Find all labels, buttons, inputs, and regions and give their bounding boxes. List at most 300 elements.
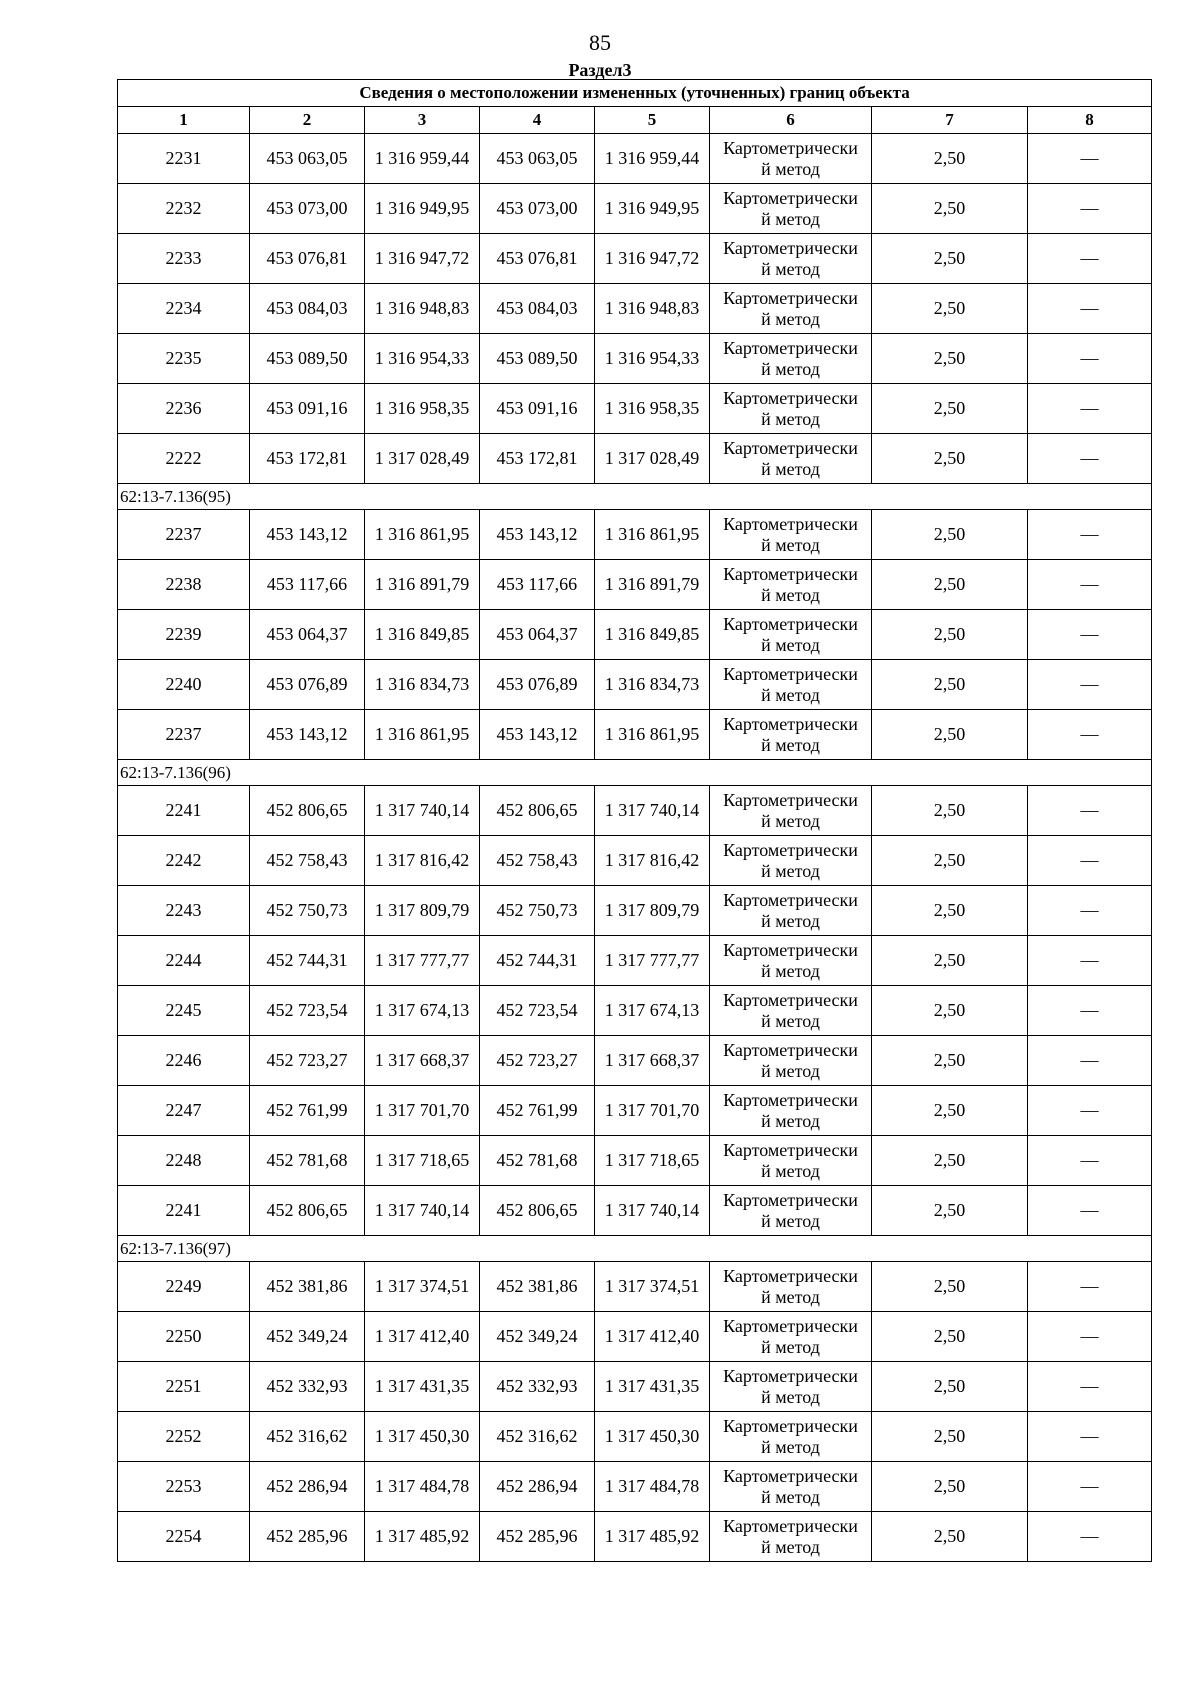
table-row [118,660,1152,710]
accuracy-cell: 2,50 [872,660,1028,710]
y-old-cell: 1 317 718,65 [365,1136,480,1186]
y-new-cell: 1 317 816,42 [595,836,710,886]
parcel-group-row [118,1236,1152,1262]
description-cell: — [1028,1362,1152,1412]
point-number-cell: 2252 [118,1412,250,1462]
column-number: 8 [1028,107,1152,134]
accuracy-cell: 2,50 [872,610,1028,660]
y-old-cell: 1 316 947,72 [365,234,480,284]
table-body [118,134,1152,1562]
point-number-cell: 2222 [118,434,250,484]
description-cell: — [1028,1086,1152,1136]
x-old-cell: 453 143,12 [250,710,365,760]
table-row [118,134,1152,184]
accuracy-cell: 2,50 [872,886,1028,936]
y-old-cell: 1 316 958,35 [365,384,480,434]
y-old-cell: 1 316 948,83 [365,284,480,334]
method-text-line: Картометрически [723,613,858,634]
point-number-cell: 2254 [118,1512,250,1562]
method-text-line: Картометрически [723,1515,858,1536]
table-row [118,1086,1152,1136]
table-row [118,384,1152,434]
y-old-cell: 1 316 959,44 [365,134,480,184]
description-cell: — [1028,936,1152,986]
x-new-cell: 452 381,86 [480,1262,595,1312]
y-new-cell: 1 317 718,65 [595,1136,710,1186]
description-cell: — [1028,434,1152,484]
description-cell: — [1028,560,1152,610]
column-number: 2 [250,107,365,134]
point-number-cell: 2242 [118,836,250,886]
y-new-cell: 1 316 849,85 [595,610,710,660]
description-cell: — [1028,1312,1152,1362]
y-old-cell: 1 316 954,33 [365,334,480,384]
y-new-cell: 1 316 947,72 [595,234,710,284]
y-new-cell: 1 316 958,35 [595,384,710,434]
method-cell [710,234,872,284]
x-new-cell: 452 723,27 [480,1036,595,1086]
y-old-cell: 1 317 777,77 [365,936,480,986]
x-old-cell: 452 758,43 [250,836,365,886]
y-old-cell: 1 317 701,70 [365,1086,480,1136]
x-old-cell: 452 332,93 [250,1362,365,1412]
table-row [118,284,1152,334]
method-cell [710,510,872,560]
point-number-cell: 2231 [118,134,250,184]
x-new-cell: 453 064,37 [480,610,595,660]
method-text-line: й метод [761,158,820,179]
y-new-cell: 1 317 028,49 [595,434,710,484]
description-cell: — [1028,660,1152,710]
method-cell [710,936,872,986]
method-text-line: Картометрически [723,1465,858,1486]
description-cell: — [1028,184,1152,234]
x-old-cell: 452 744,31 [250,936,365,986]
x-new-cell: 453 076,81 [480,234,595,284]
point-number-cell: 2232 [118,184,250,234]
accuracy-cell: 2,50 [872,1362,1028,1412]
method-text-line: й метод [761,860,820,881]
x-new-cell: 453 084,03 [480,284,595,334]
point-number-cell: 2244 [118,936,250,986]
method-cell [710,434,872,484]
description-cell: — [1028,886,1152,936]
x-old-cell: 453 172,81 [250,434,365,484]
accuracy-cell: 2,50 [872,836,1028,886]
x-old-cell: 453 089,50 [250,334,365,384]
method-text-line: Картометрически [723,1039,858,1060]
method-text-line: Картометрически [723,1365,858,1386]
description-cell: — [1028,610,1152,660]
table-row [118,1512,1152,1562]
x-new-cell: 452 316,62 [480,1412,595,1462]
point-number-cell: 2239 [118,610,250,660]
method-cell [710,284,872,334]
table-row [118,1136,1152,1186]
x-new-cell: 452 332,93 [480,1362,595,1412]
method-text-line: й метод [761,1286,820,1307]
description-cell: — [1028,1462,1152,1512]
y-new-cell: 1 317 412,40 [595,1312,710,1362]
point-number-cell: 2241 [118,786,250,836]
point-number-cell: 2245 [118,986,250,1036]
table-row [118,334,1152,384]
point-number-cell: 2251 [118,1362,250,1412]
method-text-line: Картометрически [723,1089,858,1110]
accuracy-cell: 2,50 [872,434,1028,484]
method-cell [710,134,872,184]
x-old-cell: 452 316,62 [250,1412,365,1462]
table-row [118,936,1152,986]
method-cell [710,184,872,234]
accuracy-cell: 2,50 [872,184,1028,234]
accuracy-cell: 2,50 [872,234,1028,284]
x-new-cell: 452 349,24 [480,1312,595,1362]
method-text-line: Картометрически [723,513,858,534]
x-old-cell: 453 063,05 [250,134,365,184]
method-text-line: й метод [761,534,820,555]
method-text-line: й метод [761,1060,820,1081]
x-new-cell: 452 286,94 [480,1462,595,1512]
table-row [118,710,1152,760]
point-number-cell: 2246 [118,1036,250,1086]
y-new-cell: 1 317 485,92 [595,1512,710,1562]
method-text-line: й метод [761,1336,820,1357]
method-cell [710,1036,872,1086]
x-old-cell: 452 806,65 [250,786,365,836]
x-new-cell: 452 806,65 [480,786,595,836]
x-new-cell: 453 143,12 [480,710,595,760]
x-old-cell: 453 076,81 [250,234,365,284]
x-new-cell: 452 285,96 [480,1512,595,1562]
x-new-cell: 453 073,00 [480,184,595,234]
y-new-cell: 1 317 701,70 [595,1086,710,1136]
y-old-cell: 1 317 450,30 [365,1412,480,1462]
accuracy-cell: 2,50 [872,1512,1028,1562]
x-new-cell: 452 758,43 [480,836,595,886]
accuracy-cell: 2,50 [872,1136,1028,1186]
y-old-cell: 1 316 861,95 [365,510,480,560]
point-number-cell: 2241 [118,1186,250,1236]
accuracy-cell: 2,50 [872,1036,1028,1086]
point-number-cell: 2250 [118,1312,250,1362]
method-text-line: Картометрически [723,237,858,258]
table-row [118,836,1152,886]
table-row [118,184,1152,234]
method-cell [710,610,872,660]
x-old-cell: 453 091,16 [250,384,365,434]
method-text-line: й метод [761,584,820,605]
method-cell [710,1136,872,1186]
x-new-cell: 452 806,65 [480,1186,595,1236]
x-old-cell: 453 076,89 [250,660,365,710]
point-number-cell: 2238 [118,560,250,610]
x-new-cell: 452 781,68 [480,1136,595,1186]
method-cell [710,384,872,434]
accuracy-cell: 2,50 [872,284,1028,334]
method-cell [710,660,872,710]
method-text-line: Картометрически [723,663,858,684]
method-text-line: Картометрически [723,387,858,408]
table-row [118,1362,1152,1412]
y-new-cell: 1 317 809,79 [595,886,710,936]
y-old-cell: 1 317 028,49 [365,434,480,484]
point-number-cell: 2243 [118,886,250,936]
method-text-line: Картометрически [723,437,858,458]
description-cell: — [1028,1036,1152,1086]
method-text-line: й метод [761,734,820,755]
section-title: Раздел3 [568,60,632,80]
description-cell: — [1028,1136,1152,1186]
y-new-cell: 1 317 674,13 [595,986,710,1036]
x-old-cell: 452 285,96 [250,1512,365,1562]
accuracy-cell: 2,50 [872,510,1028,560]
description-cell: — [1028,134,1152,184]
y-old-cell: 1 316 849,85 [365,610,480,660]
y-new-cell: 1 317 484,78 [595,1462,710,1512]
x-old-cell: 452 761,99 [250,1086,365,1136]
table-row [118,510,1152,560]
accuracy-cell: 2,50 [872,560,1028,610]
y-old-cell: 1 316 949,95 [365,184,480,234]
accuracy-cell: 2,50 [872,1312,1028,1362]
method-text-line: й метод [761,634,820,655]
method-text-line: Картометрически [723,1415,858,1436]
x-new-cell: 453 091,16 [480,384,595,434]
point-number-cell: 2237 [118,510,250,560]
table-row [118,234,1152,284]
method-text-line: Картометрически [723,1315,858,1336]
description-cell: — [1028,284,1152,334]
table-row [118,1412,1152,1462]
method-text-line: й метод [761,308,820,329]
parcel-group-row [118,484,1152,510]
x-new-cell: 452 761,99 [480,1086,595,1136]
table-row [118,1462,1152,1512]
description-cell: — [1028,836,1152,886]
y-new-cell: 1 317 374,51 [595,1262,710,1312]
accuracy-cell: 2,50 [872,936,1028,986]
y-old-cell: 1 316 891,79 [365,560,480,610]
description-cell: — [1028,1412,1152,1462]
table-row [118,886,1152,936]
y-old-cell: 1 316 861,95 [365,710,480,760]
table-caption: Сведения о местоположении измененных (уточненных) границ объекта [118,80,1152,107]
description-cell: — [1028,710,1152,760]
method-cell [710,1412,872,1462]
y-new-cell: 1 316 861,95 [595,710,710,760]
method-text-line: Картометрически [723,187,858,208]
y-new-cell: 1 317 431,35 [595,1362,710,1412]
x-old-cell: 452 806,65 [250,1186,365,1236]
description-cell: — [1028,986,1152,1036]
method-text-line: й метод [761,1160,820,1181]
method-cell [710,1362,872,1412]
accuracy-cell: 2,50 [872,384,1028,434]
y-old-cell: 1 317 484,78 [365,1462,480,1512]
method-text-line: й метод [761,810,820,831]
point-number-cell: 2235 [118,334,250,384]
accuracy-cell: 2,50 [872,986,1028,1036]
parcel-group-row [118,760,1152,786]
method-text-line: Картометрически [723,889,858,910]
y-new-cell: 1 316 954,33 [595,334,710,384]
x-old-cell: 452 349,24 [250,1312,365,1362]
y-old-cell: 1 317 740,14 [365,786,480,836]
accuracy-cell: 2,50 [872,1412,1028,1462]
description-cell: — [1028,1512,1152,1562]
y-new-cell: 1 317 777,77 [595,936,710,986]
x-old-cell: 452 781,68 [250,1136,365,1186]
method-cell [710,986,872,1036]
y-old-cell: 1 317 809,79 [365,886,480,936]
method-text-line: Картометрически [723,137,858,158]
table-row [118,986,1152,1036]
method-text-line: й метод [761,358,820,379]
method-text-line: й метод [761,208,820,229]
y-new-cell: 1 316 861,95 [595,510,710,560]
accuracy-cell: 2,50 [872,710,1028,760]
point-number-cell: 2249 [118,1262,250,1312]
y-new-cell: 1 316 891,79 [595,560,710,610]
x-new-cell: 453 143,12 [480,510,595,560]
method-text-line: й метод [761,684,820,705]
page-number: 85 [589,30,611,55]
method-cell [710,1462,872,1512]
column-number: 1 [118,107,250,134]
table-row [118,434,1152,484]
description-cell: — [1028,334,1152,384]
accuracy-cell: 2,50 [872,1186,1028,1236]
method-cell [710,836,872,886]
x-new-cell: 453 076,89 [480,660,595,710]
method-text-line: Картометрически [723,563,858,584]
x-new-cell: 453 063,05 [480,134,595,184]
description-cell: — [1028,786,1152,836]
parcel-group-label: 62:13-7.136(95) [118,484,1152,510]
y-new-cell: 1 316 948,83 [595,284,710,334]
point-number-cell: 2253 [118,1462,250,1512]
method-text-line: й метод [761,1436,820,1457]
table-row [118,1312,1152,1362]
x-old-cell: 453 073,00 [250,184,365,234]
y-old-cell: 1 317 668,37 [365,1036,480,1086]
method-text-line: й метод [761,458,820,479]
method-text-line: Картометрически [723,713,858,734]
y-old-cell: 1 317 674,13 [365,986,480,1036]
x-old-cell: 452 750,73 [250,886,365,936]
y-new-cell: 1 317 450,30 [595,1412,710,1462]
accuracy-cell: 2,50 [872,1462,1028,1512]
point-number-cell: 2240 [118,660,250,710]
boundary-coordinates-table [117,79,1152,1562]
method-text-line: й метод [761,408,820,429]
accuracy-cell: 2,50 [872,786,1028,836]
y-old-cell: 1 317 740,14 [365,1186,480,1236]
column-number: 4 [480,107,595,134]
method-text-line: Картометрически [723,1265,858,1286]
method-text-line: Картометрически [723,939,858,960]
y-old-cell: 1 316 834,73 [365,660,480,710]
y-new-cell: 1 317 668,37 [595,1036,710,1086]
method-cell [710,1186,872,1236]
point-number-cell: 2236 [118,384,250,434]
method-cell [710,1086,872,1136]
method-text-line: й метод [761,1536,820,1557]
y-old-cell: 1 317 412,40 [365,1312,480,1362]
description-cell: — [1028,234,1152,284]
column-number-row [118,107,1152,134]
method-text-line: й метод [761,960,820,981]
y-new-cell: 1 316 949,95 [595,184,710,234]
x-new-cell: 453 117,66 [480,560,595,610]
table-row [118,1262,1152,1312]
x-old-cell: 452 381,86 [250,1262,365,1312]
method-cell [710,560,872,610]
x-new-cell: 452 750,73 [480,886,595,936]
description-cell: — [1028,1262,1152,1312]
parcel-group-label: 62:13-7.136(96) [118,760,1152,786]
column-number: 6 [710,107,872,134]
x-old-cell: 453 084,03 [250,284,365,334]
y-new-cell: 1 317 740,14 [595,786,710,836]
method-cell [710,1262,872,1312]
method-text-line: й метод [761,258,820,279]
accuracy-cell: 2,50 [872,134,1028,184]
method-text-line: Картометрически [723,839,858,860]
table-row [118,560,1152,610]
point-number-cell: 2237 [118,710,250,760]
x-new-cell: 453 172,81 [480,434,595,484]
x-old-cell: 453 064,37 [250,610,365,660]
x-new-cell: 452 744,31 [480,936,595,986]
x-old-cell: 453 117,66 [250,560,365,610]
column-number: 7 [872,107,1028,134]
method-text-line: Картометрически [723,287,858,308]
method-text-line: Картометрически [723,789,858,810]
column-number: 5 [595,107,710,134]
x-old-cell: 452 723,27 [250,1036,365,1086]
method-text-line: Картометрически [723,1139,858,1160]
y-old-cell: 1 317 374,51 [365,1262,480,1312]
method-text-line: й метод [761,1210,820,1231]
y-new-cell: 1 317 740,14 [595,1186,710,1236]
method-text-line: й метод [761,1110,820,1131]
x-old-cell: 452 723,54 [250,986,365,1036]
method-cell [710,710,872,760]
y-new-cell: 1 316 959,44 [595,134,710,184]
method-cell [710,886,872,936]
table-row [118,1036,1152,1086]
point-number-cell: 2233 [118,234,250,284]
method-cell [710,786,872,836]
x-old-cell: 453 143,12 [250,510,365,560]
accuracy-cell: 2,50 [872,1262,1028,1312]
y-new-cell: 1 316 834,73 [595,660,710,710]
column-number: 3 [365,107,480,134]
description-cell: — [1028,1186,1152,1236]
description-cell: — [1028,510,1152,560]
method-cell [710,334,872,384]
y-old-cell: 1 317 816,42 [365,836,480,886]
point-number-cell: 2248 [118,1136,250,1186]
method-text-line: Картометрически [723,1189,858,1210]
description-cell: — [1028,384,1152,434]
method-text-line: й метод [761,910,820,931]
accuracy-cell: 2,50 [872,1086,1028,1136]
method-cell [710,1512,872,1562]
point-number-cell: 2234 [118,284,250,334]
